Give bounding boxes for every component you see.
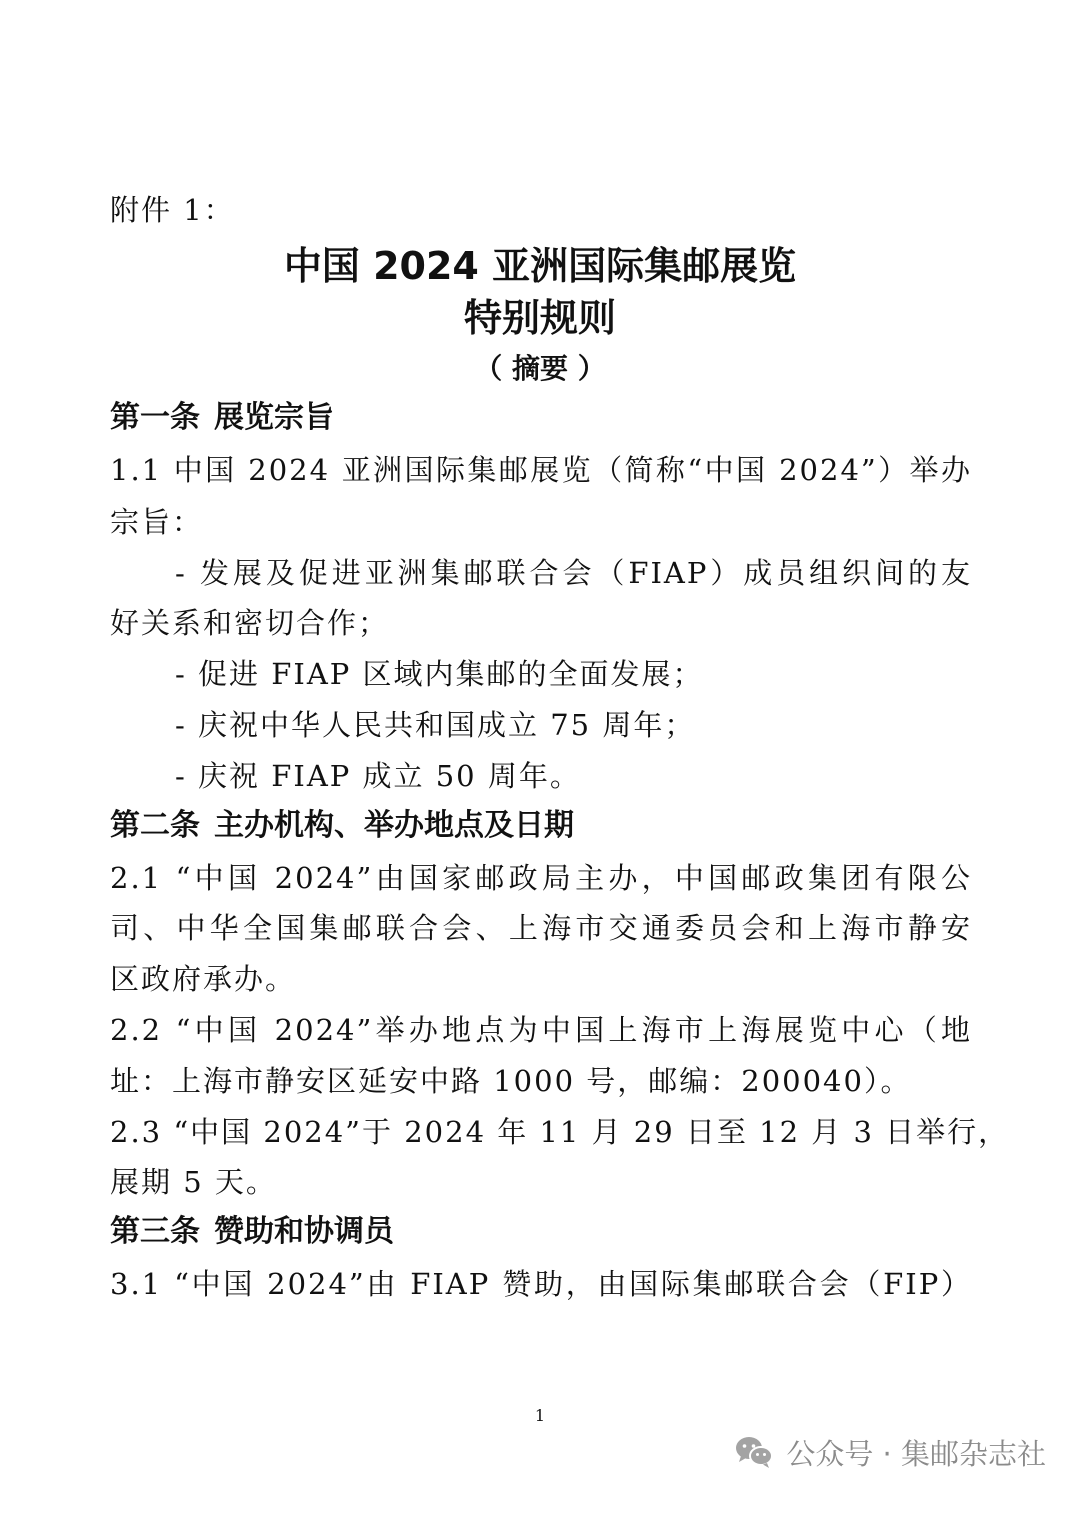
bullet-line: - 庆祝中华人民共和国成立 75 周年； [175,708,696,742]
bullet-line: - 促进 FIAP 区域内集邮的全面发展； [175,657,704,691]
paragraph-line: 址：上海市静安区延安中路 1000 号，邮编：200040）。 [110,1064,912,1098]
document-subtitle: （ 摘要 ） [474,352,606,385]
paragraph-line: 2.2 “中国 2024”举办地点为中国上海市上海展览中心（地 [110,1013,972,1047]
section-title: 主办机构、举办地点及日期 [214,808,574,843]
section-title: 展览宗旨 [214,400,334,435]
paragraph-line: 宗旨： [110,505,204,539]
page-number: 1 [534,1406,546,1425]
document-title: 中国 2024 亚洲国际集邮展览 [283,244,797,288]
bullet-line-continuation: 好关系和密切合作； [110,606,390,640]
document-title-line2: 特别规则 [463,296,616,340]
watermark-text: 公众号 · 集邮杂志社 [786,1436,1046,1471]
paragraph-line: 2.3 “中国 2024”于 2024 年 11 月 29 日至 12 月 3 日举行， [110,1115,1010,1149]
paragraph-line: 3.1 “中国 2024”由 FIAP 赞助，由国际集邮联合会（FIP） [110,1267,972,1301]
section-title: 赞助和协调员 [214,1214,394,1249]
wechat-watermark [734,1432,1046,1472]
section-heading-1 [110,398,334,438]
section-number: 第三条 [110,1214,200,1249]
section-number: 第二条 [110,808,200,843]
section-number: 第一条 [110,400,200,435]
section-heading-3 [110,1212,394,1252]
paragraph-line: 司、中华全国集邮联合会、上海市交通委员会和上海市静安 [110,911,972,945]
bullet-line: - 发展及促进亚洲集邮联合会（FIAP）成员组织间的友 [175,556,972,590]
section-heading-2 [110,806,574,846]
paragraph-line: 展期 5 天。 [110,1165,277,1199]
paragraph-line: 2.1 “中国 2024”由国家邮政局主办，中国邮政集团有限公 [110,861,972,895]
paragraph-line: 1.1 中国 2024 亚洲国际集邮展览（简称“中国 2024”）举办 [110,453,972,487]
attachment-label: 附件 1： [110,193,235,227]
paragraph-line: 区政府承办。 [110,962,297,996]
wechat-icon [734,1435,774,1469]
bullet-line: - 庆祝 FIAP 成立 50 周年。 [175,759,581,793]
